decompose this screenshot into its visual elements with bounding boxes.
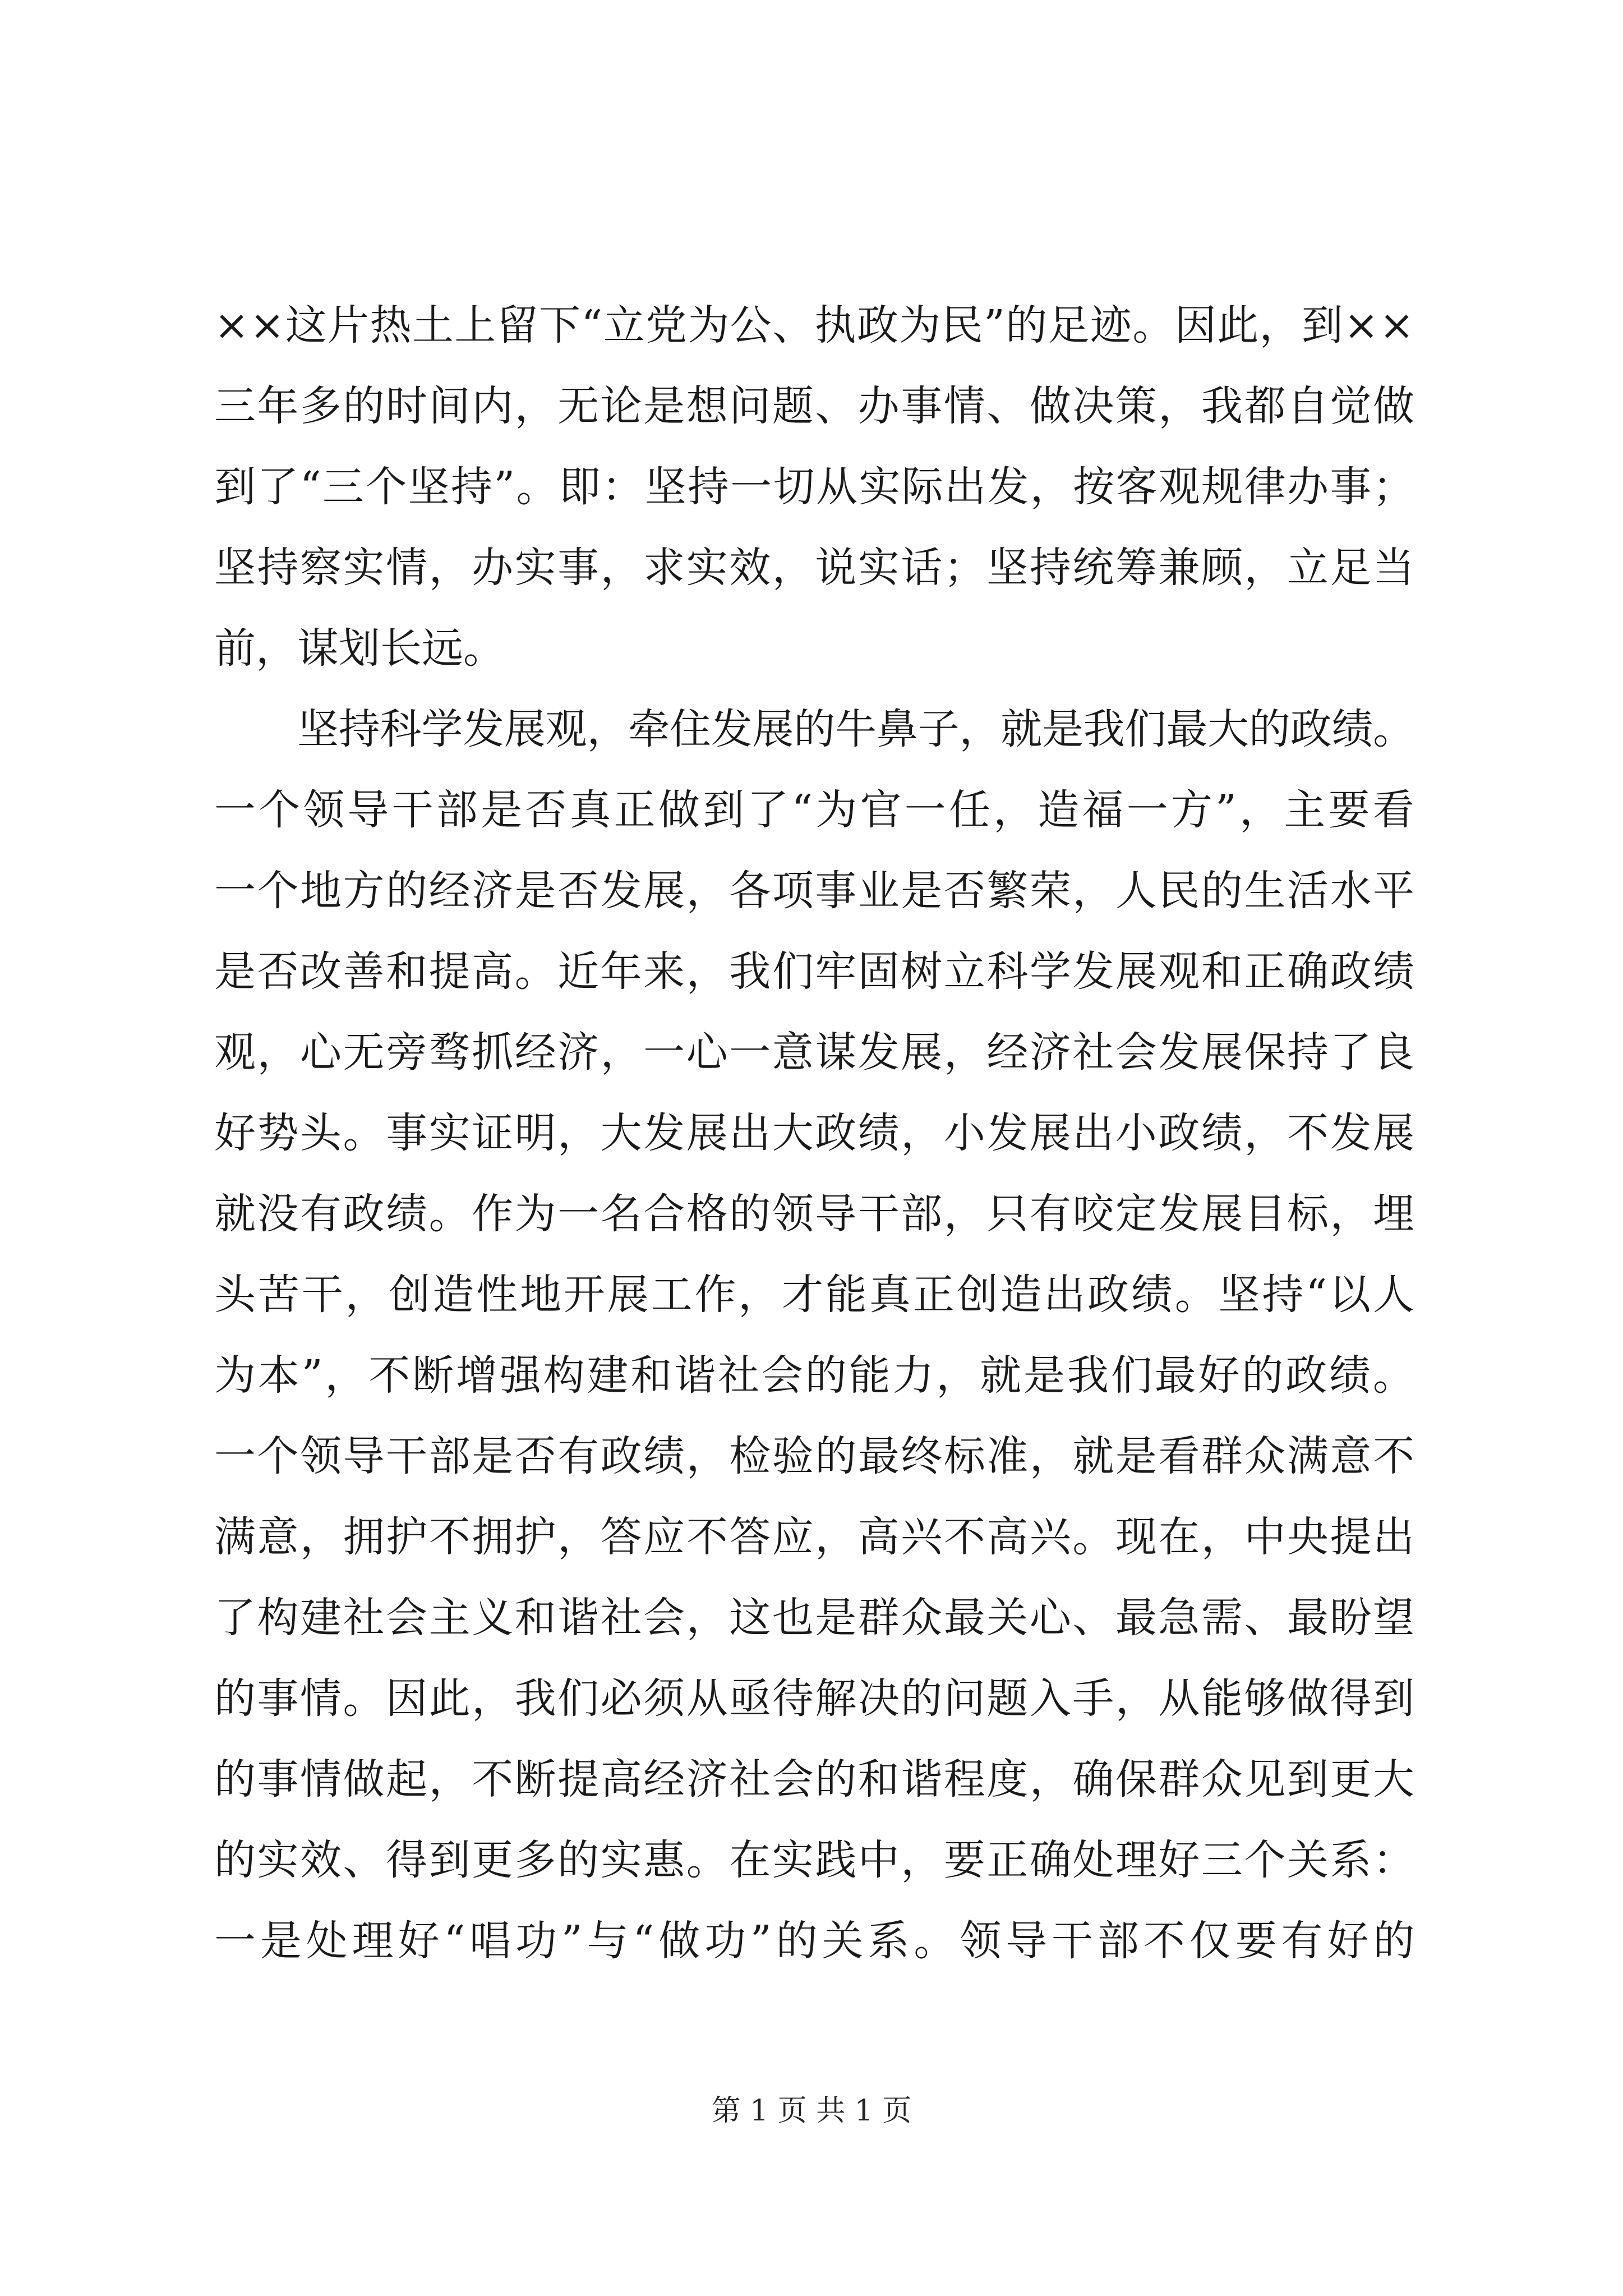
text-line: 满意，拥护不拥护，答应不答应，高兴不高兴。现在，中央提出 [214, 1513, 1416, 1561]
text-line: 一个地方的经济是否发展，各项事业是否繁荣，人民的生活水平 [214, 867, 1416, 915]
page-number-footer: 第 1 页 共 1 页 [711, 2094, 912, 2128]
text-line: 三年多的时间内，无论是想问题、办事情、做决策，我都自觉做 [214, 382, 1416, 430]
text-line: 一是处理好“唱功”与“做功”的关系。领导干部不仅要有好的 [214, 1917, 1419, 1965]
text-line: 是否改善和提高。近年来，我们牢固树立科学发展观和正确政绩 [214, 947, 1416, 996]
text-line: 就没有政绩。作为一名合格的领导干部，只有咬定发展目标，埋 [214, 1190, 1416, 1238]
text-line: 到了“三个坚持”。即：坚持一切从实际出发，按客观规律办事； [214, 463, 1416, 511]
text-line: 的事情做起，不断提高经济社会的和谐程度，确保群众见到更大 [214, 1755, 1416, 1803]
text-line: 为本”，不断增强构建和谐社会的能力，就是我们最好的政绩。 [214, 1351, 1417, 1400]
text-line: ××这片热土上留下“立党为公、执政为民”的足迹。因此，到×× [214, 301, 1415, 349]
paragraph-start-line: 坚持科学发展观，牵住发展的牛鼻子，就是我们最大的政绩。 [297, 705, 1414, 753]
text-line: 好势头。事实证明，大发展出大政绩，小发展出小政绩，不发展 [214, 1109, 1416, 1157]
text-line: 坚持察实情，办实事，求实效，说实话；坚持统筹兼顾，立足当 [214, 544, 1416, 592]
text-line: 观，心无旁骛抓经济，一心一意谋发展，经济社会发展保持了良 [214, 1028, 1416, 1076]
text-line: 了构建社会主义和谐社会，这也是群众最关心、最急需、最盼望 [214, 1594, 1416, 1642]
text-line: 一个领导干部是否有政绩，检验的最终标准，就是看群众满意不 [214, 1432, 1416, 1480]
text-line: 前，谋划长远。 [214, 624, 505, 673]
text-line: 的实效、得到更多的实惠。在实践中，要正确处理好三个关系： [214, 1836, 1416, 1884]
text-line: 一个领导干部是否真正做到了“为官一任，造福一方”，主要看 [214, 786, 1417, 834]
text-line: 头苦干，创造性地开展工作，才能真正创造出政绩。坚持“以人 [214, 1271, 1417, 1319]
text-line: 的事情。因此，我们必须从亟待解决的问题入手，从能够做得到 [214, 1674, 1416, 1723]
